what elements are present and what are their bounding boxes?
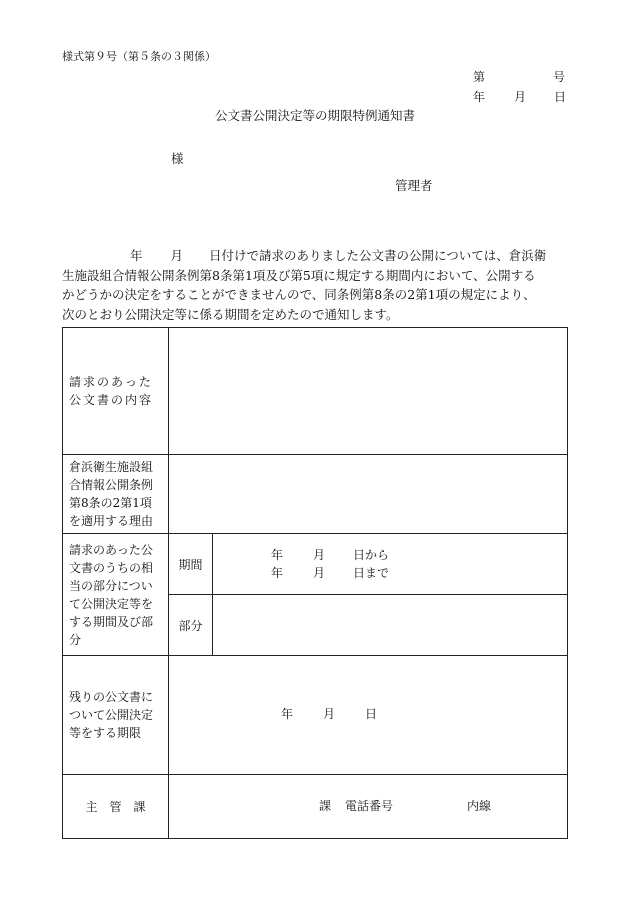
period-table bbox=[62, 327, 568, 839]
date-year: 年 bbox=[473, 90, 486, 104]
reason-cell[interactable] bbox=[169, 455, 568, 534]
table-row bbox=[63, 656, 568, 775]
remaining-deadline-cell[interactable]: 年 月 日 bbox=[169, 656, 568, 775]
document-title: 公文書公開決定等の期限特例通知書 bbox=[214, 108, 415, 123]
doc-number-prefix: 第 bbox=[473, 70, 486, 84]
department-label: 主 管 課 bbox=[63, 775, 169, 839]
form-label: 様式第９号（第５条の３関係） bbox=[62, 50, 216, 63]
body-line-3: かどうかの決定をすることができませんので、同条例第8条の2第1項の規定により、 bbox=[62, 287, 536, 302]
notice-body bbox=[62, 246, 568, 324]
part-label: 部分 bbox=[169, 595, 213, 656]
addressee-suffix: 様 bbox=[171, 151, 184, 166]
request-content-cell[interactable] bbox=[169, 328, 568, 455]
date-day: 日 bbox=[554, 90, 567, 104]
department-cell[interactable]: 課 電話番号 内線 bbox=[169, 775, 568, 839]
doc-number-suffix: 号 bbox=[553, 70, 566, 84]
table-row bbox=[63, 534, 568, 595]
table-row bbox=[63, 775, 568, 839]
period-label: 期間 bbox=[169, 534, 213, 595]
remaining-deadline-label: 残りの公文書に ついて公開決定 等をする期限 bbox=[63, 656, 169, 775]
body-line-1-text: 日付けで請求のありました公文書の公開については、倉浜衛 bbox=[209, 248, 547, 263]
request-content-label: 請求のあった 公文書の内容 bbox=[63, 328, 169, 455]
sender-name: 管理者 bbox=[395, 178, 433, 193]
period-value-cell[interactable]: 年 月 日から 年 月 日まで bbox=[213, 534, 568, 595]
reason-label: 倉浜衛生施設組 合情報公開条例 第8条の2第1項 を適用する理由 bbox=[63, 455, 169, 534]
table-row bbox=[63, 455, 568, 534]
partial-period-label: 請求のあった公 文書のうちの相 当の部分につい て公開決定等を する期間及び部 分 bbox=[63, 534, 169, 656]
table-row bbox=[63, 328, 568, 455]
body-month: 月 bbox=[170, 248, 184, 263]
body-line-1 bbox=[62, 246, 568, 266]
body-line-2: 生施設組合情報公開条例第8条第1項及び第5項に規定する期間内において、公開する bbox=[62, 267, 536, 283]
body-year: 年 bbox=[130, 248, 143, 263]
date-month: 月 bbox=[514, 90, 527, 104]
part-value-cell[interactable] bbox=[213, 595, 568, 656]
body-line-4: 次のとおり公開決定等に係る期間を定めたので通知します。 bbox=[62, 306, 399, 322]
